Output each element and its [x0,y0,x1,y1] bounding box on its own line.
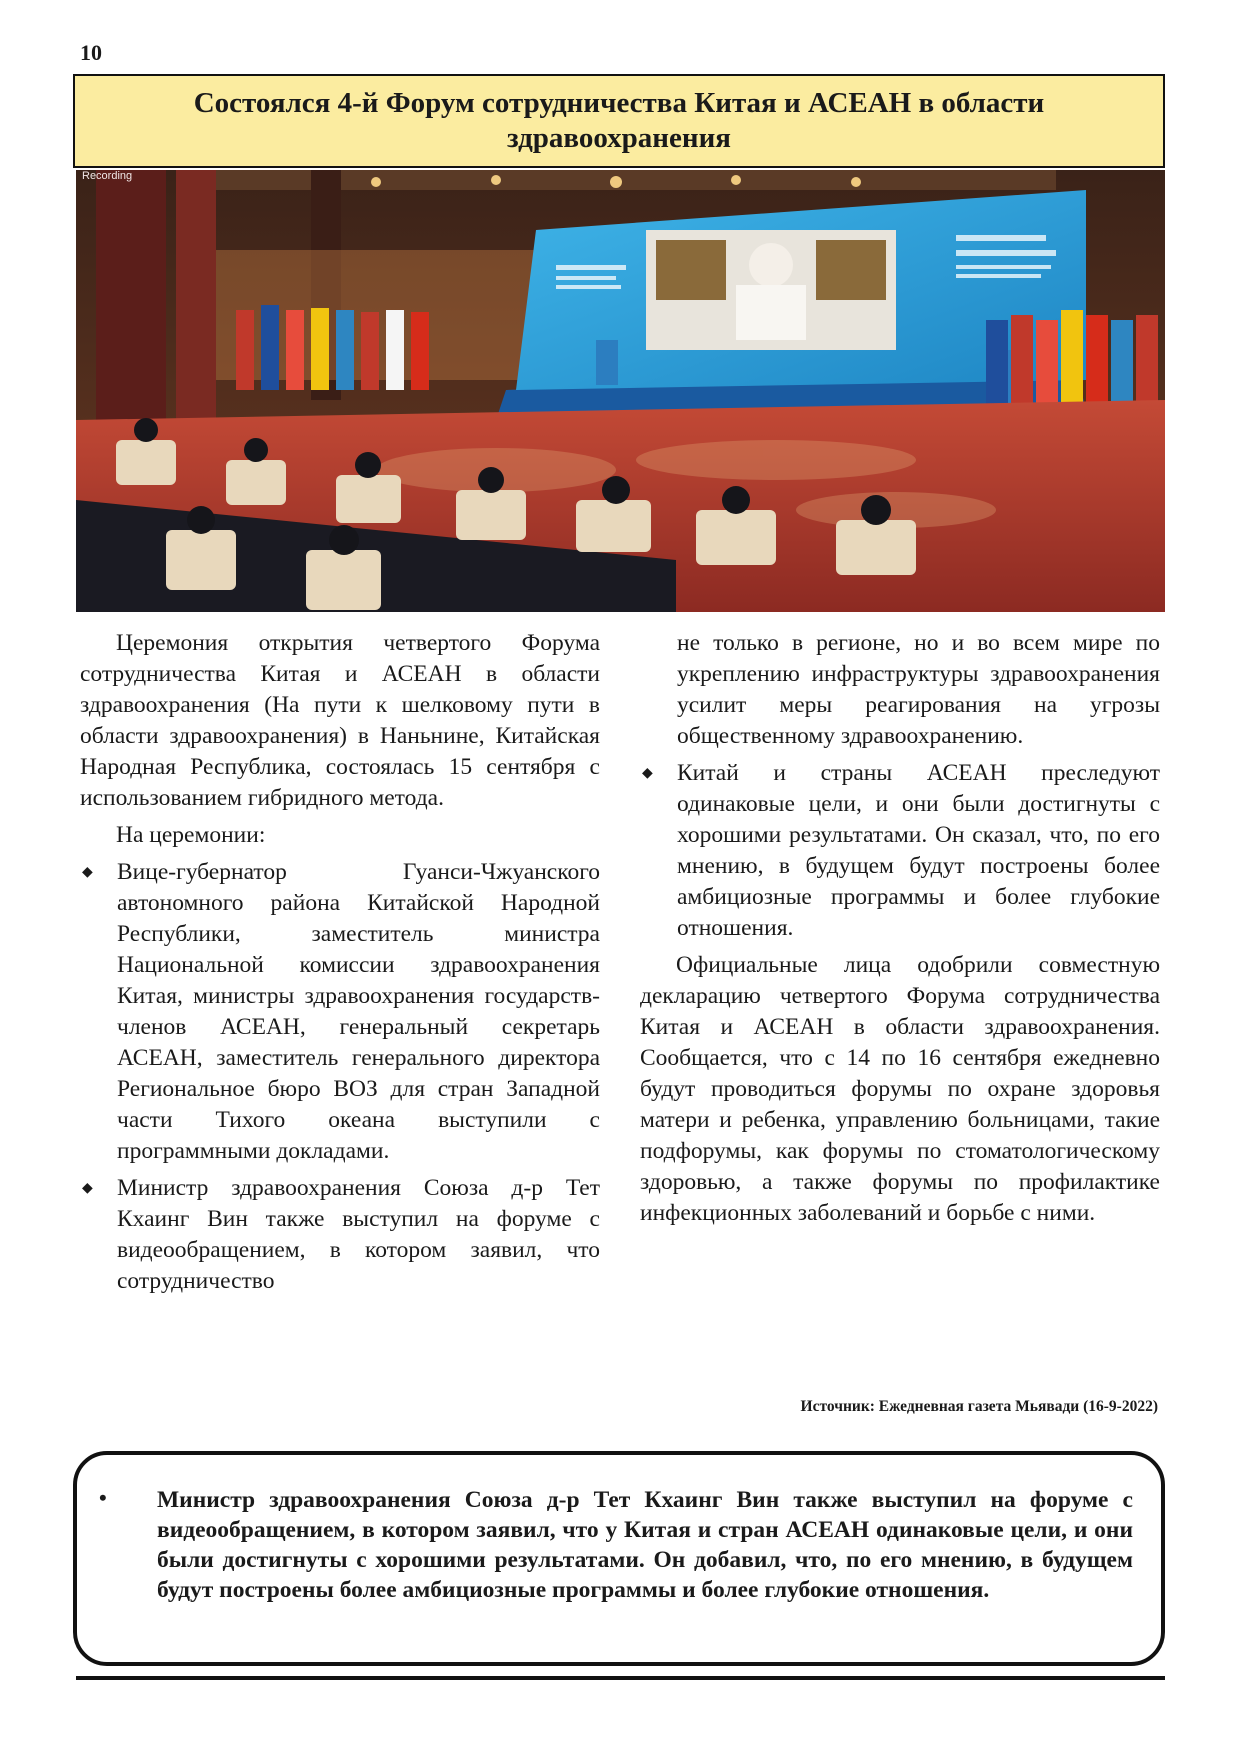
diamond-bullet-icon: ◆ [642,766,653,781]
recording-label: Recording [82,170,133,182]
list-item [640,758,1160,944]
list-item [80,1173,600,1297]
diamond-bullet-icon: ◆ [82,865,93,880]
bullet-dot-icon: • [99,1485,107,1510]
article-title [73,74,1165,168]
page-number: 10 [80,40,102,65]
left-column [80,628,600,1303]
conference-photo [76,170,1165,612]
bottom-divider [76,1676,1165,1680]
diamond-bullet-icon: ◆ [82,1181,93,1196]
highlight-quote-box [73,1451,1165,1666]
article-title-text: Состоялся 4-й Форум сотрудничества Китая и АСЕАН в области здравоохранения [193,87,1045,154]
bullet-text: Вице-губернатор Гуанси-Чжуанского автономного района Китайской Народной Республики, заместитель министра Национальной комиссии здравоохранения Китая, министры здравоохранения государств-членов АСЕАН, генеральный секретарь АСЕАН, заместитель генерального директора Региональное бюро ВОЗ для стран Западной части Тихого океана выступили с программными докладами. [117,859,600,1164]
right-column [640,628,1160,1235]
source-citation: Источник: Ежедневная газета Мьявади (16-9-2022) [800,1398,1158,1415]
closing-paragraph: Официальные лица одобрили совместную декларацию четвертого Форума сотрудничества Китая и АСЕАН в области здравоохранения. Сообщается, что с 14 по 16 сентября ежедневно будут проводиться форумы по охране здоровья матери и ребенка, управлению больницами, такие подфорумы, как форумы по стоматологическому здоровью, а также форумы по профилактике инфекционных заболеваний и борьбе с ними. [640,952,1160,1226]
ceremony-label: На церемонии: [116,822,266,848]
quote-text: Министр здравоохранения Союза д-р Тет Кхаинг Вин также выступил на форуме с видеообращением, в котором заявил, что у Китая и стран АСЕАН одинаковые цели, и они были достигнуты с хорошими результатами. Он добавил, что, по его мнению, в будущем будут построены более амбициозные программы и более глубокие отношения. [157,1487,1133,1603]
list-item [80,857,600,1167]
conference-hall-illustration [76,170,1165,612]
bullet-continuation: не только в регионе, но и во всем мире по укреплению инфраструктуры здравоохранения усилит меры реагирования на угрозы общественному здравоохранению. [677,630,1160,749]
intro-paragraph: Церемония открытия четвертого Форума сотрудничества Китая и АСЕАН в области здравоохранения (На пути к шелковому пути в области здравоохранения) в Наньнине, Китайская Народная Республика, состоялась 15 сентября с использованием гибридного метода. [80,630,600,811]
bullet-text: Китай и страны АСЕАН преследуют одинаковые цели, и они были достигнуты с хорошими результатами. Он сказал, что, по его мнению, в будущем будут построены более амбициозные программы и более глубокие отношения. [677,760,1160,941]
bullet-text: Министр здравоохранения Союза д-р Тет Кхаинг Вин также выступил на форуме с видеообращением, в котором заявил, что сотрудничество [117,1175,600,1294]
